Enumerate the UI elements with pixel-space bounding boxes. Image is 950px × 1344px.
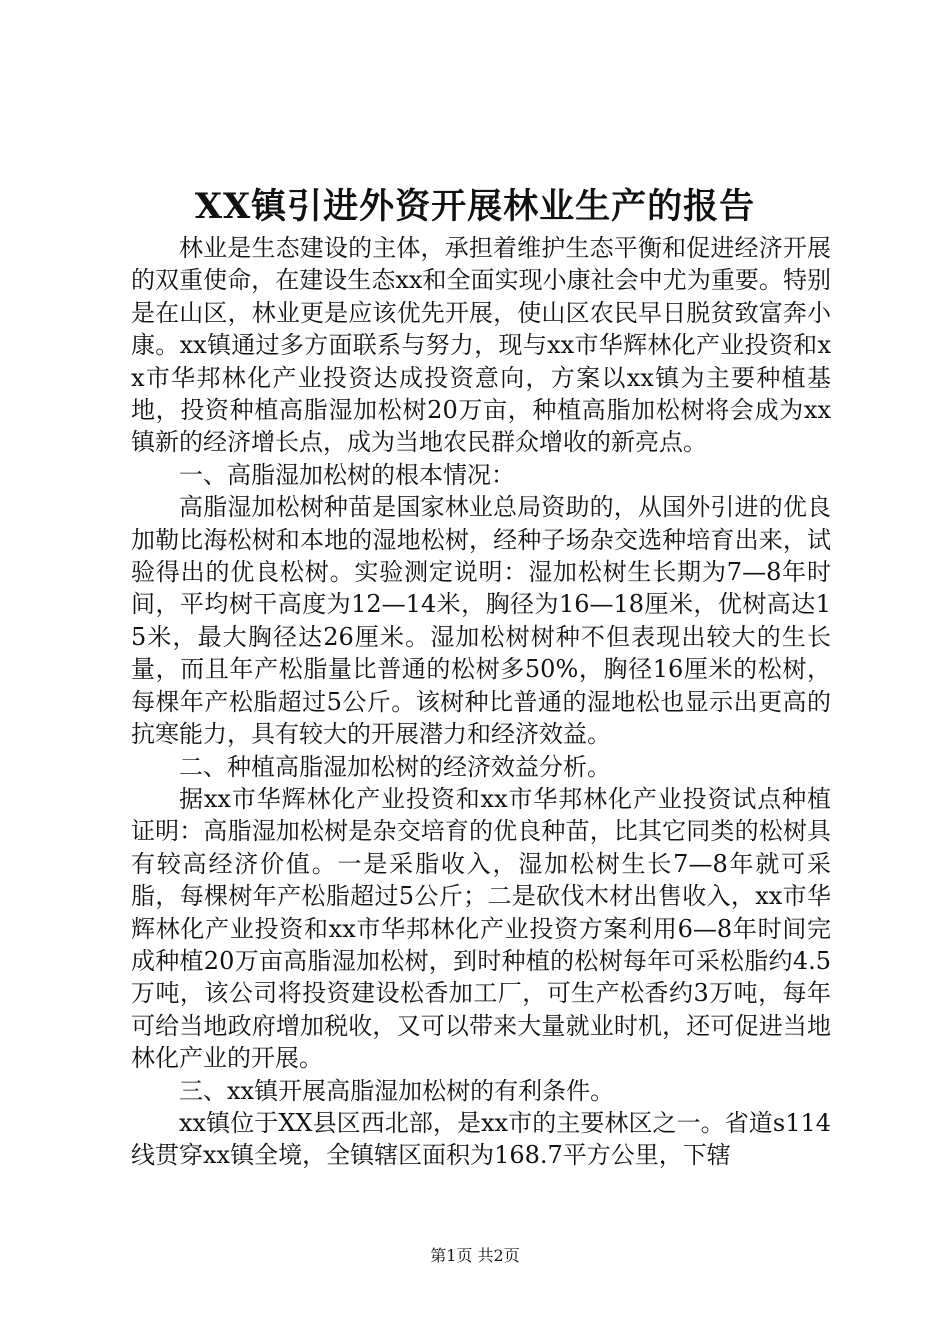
paragraph-section-1: 高脂湿加松树种苗是国家林业总局资助的，从国外引进的优良加勒比海松树和本地的湿地松树，经种子场杂交选种培育出来，试验得出的优良松树。实验测定说明：湿加松树生长期为7—8年时间，平均树干高度为12—14米，胸径为16—18厘米，优树高达15米，最大胸径达26厘米。湿加松树树种不但表现出较大的生长量，而且年产松脂量比普通的松树多50%，胸径16厘米的松树，每棵年产松脂超过5公斤。该树种比普通的湿地松也显示出更高的抗寒能力，具有较大的开展潜力和经济效益。 xyxy=(131,493,831,749)
paragraph-intro: 林业是生态建设的主体，承担着维护生态平衡和促进经济开展的双重使命，在建设生态xx和全面实现小康社会中尤为重要。特别是在山区，林业更是应该优先开展，使山区农民早日脱贫致富奔小康。xx镇通过多方面联系与努力，现与xx市华辉林化产业投资和xx市华邦林化产业投资达成投资意向，方案以xx镇为主要种植基地，投资种植高脂湿加松树20万亩，种植高脂加松树将会成为xx镇新的经济增长点，成为当地农民群众增收的新亮点。 xyxy=(131,234,831,457)
document-title: XX镇引进外资开展林业生产的报告 xyxy=(194,186,756,227)
paragraph-section-2: 据xx市华辉林化产业投资和xx市华邦林化产业投资试点种植证明：高脂湿加松树是杂交培育的优良种苗，比其它同类的松树具有较高经济价值。一是采脂收入，湿加松树生长7—8年就可采脂，每棵树年产松脂超过5公斤；二是砍伐木材出售收入，xx市华辉林化产业投资和xx市华邦林化产业投资方案利用6—8年时间完成种植20万亩高脂湿加松树，到时种植的松树每年可采松脂约4.5万吨，该公司将投资建设松香加工厂，可生产松香约3万吨，每年可给当地政府增加税收，又可以带来大量就业时机，还可促进当地林化产业的开展。 xyxy=(131,784,831,1073)
document-body xyxy=(131,232,831,1172)
page-footer: 第1页 共2页 xyxy=(430,1246,520,1265)
section-heading-3: 三、xx镇开展高脂湿加松树的有利条件。 xyxy=(179,1076,615,1105)
paragraph-section-3: xx镇位于XX县区西北部，是xx市的主要林区之一。省道s114线贯穿xx镇全境，全镇辖区面积为168.7平方公里，下辖 xyxy=(131,1108,831,1170)
section-heading-2: 二、种植高脂湿加松树的经济效益分析。 xyxy=(179,752,611,781)
section-heading-1: 一、高脂湿加松树的根本情况： xyxy=(179,460,515,489)
